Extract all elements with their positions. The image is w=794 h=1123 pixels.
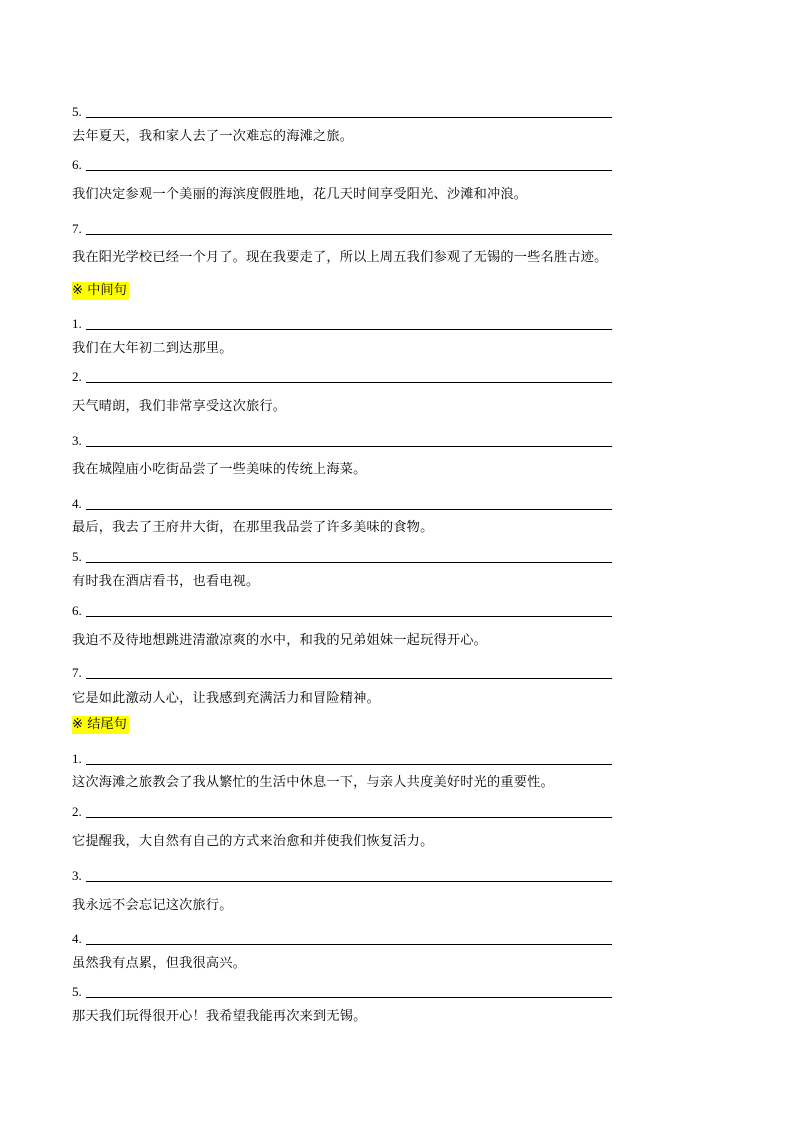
sentence: 有时我在酒店看书，也看电视。 xyxy=(72,574,260,589)
answer-line[interactable] xyxy=(86,382,612,383)
answer-line[interactable] xyxy=(86,997,612,998)
item-number: 4. xyxy=(72,931,82,946)
sentence: 我在城隍庙小吃街品尝了一些美味的传统上海菜。 xyxy=(72,462,367,477)
answer-row-1[interactable] xyxy=(72,312,612,332)
answer-line[interactable] xyxy=(86,678,612,679)
answer-row-4[interactable] xyxy=(72,927,612,947)
item-number: 2. xyxy=(72,369,82,384)
sentence: 我们在大年初二到达那里。 xyxy=(72,341,233,356)
answer-line[interactable] xyxy=(86,764,612,765)
sentence: 虽然我有点累，但我很高兴。 xyxy=(72,956,247,971)
answer-row-7[interactable] xyxy=(72,661,612,681)
answer-row-5[interactable] xyxy=(72,545,612,565)
sentence: 我们决定参观一个美丽的海滨度假胜地，花几天时间享受阳光、沙滩和冲浪。 xyxy=(72,187,528,202)
sentence: 我在阳光学校已经一个月了。现在我要走了，所以上周五我们参观了无锡的一些名胜古迹。 xyxy=(72,250,608,265)
sentence: 那天我们玩得很开心！我希望我能再次来到无锡。 xyxy=(72,1009,367,1024)
answer-line[interactable] xyxy=(86,446,612,447)
sentence: 去年夏天，我和家人去了一次难忘的海滩之旅。 xyxy=(72,129,354,144)
item-number: 6. xyxy=(72,603,82,618)
section-heading-ending: ※ 结尾句 xyxy=(72,717,127,732)
item-number: 3. xyxy=(72,868,82,883)
sentence: 我永远不会忘记这次旅行。 xyxy=(72,898,233,913)
item-number: 1. xyxy=(72,751,82,766)
item-number: 7. xyxy=(72,665,82,680)
answer-line[interactable] xyxy=(86,117,612,118)
answer-line[interactable] xyxy=(86,329,612,330)
answer-row-2[interactable] xyxy=(72,365,612,385)
item-number: 5. xyxy=(72,104,82,119)
answer-row-2[interactable] xyxy=(72,800,612,820)
answer-row-6[interactable] xyxy=(72,153,612,173)
sentence: 它是如此激动人心，让我感到充满活力和冒险精神。 xyxy=(72,691,380,706)
item-number: 5. xyxy=(72,549,82,564)
item-number: 3. xyxy=(72,433,82,448)
item-number: 5. xyxy=(72,984,82,999)
item-number: 2. xyxy=(72,804,82,819)
answer-line[interactable] xyxy=(86,234,612,235)
item-number: 1. xyxy=(72,316,82,331)
answer-row-3[interactable] xyxy=(72,429,612,449)
sentence: 最后，我去了王府井大街，在那里我品尝了许多美味的食物。 xyxy=(72,520,434,535)
sentence: 这次海滩之旅教会了我从繁忙的生活中休息一下，与亲人共度美好时光的重要性。 xyxy=(72,775,554,790)
sentence: 它提醒我，大自然有自己的方式来治愈和并使我们恢复活力。 xyxy=(72,834,434,849)
answer-row-3[interactable] xyxy=(72,864,612,884)
answer-line[interactable] xyxy=(86,616,612,617)
answer-row-5[interactable] xyxy=(72,100,612,120)
section-heading-middle: ※ 中间句 xyxy=(72,283,127,298)
answer-row-7[interactable] xyxy=(72,217,612,237)
answer-row-5[interactable] xyxy=(72,980,612,1000)
sentence: 天气晴朗，我们非常享受这次旅行。 xyxy=(72,399,287,414)
answer-line[interactable] xyxy=(86,562,612,563)
item-number: 4. xyxy=(72,496,82,511)
answer-line[interactable] xyxy=(86,944,612,945)
answer-line[interactable] xyxy=(86,509,612,510)
sentence: 我迫不及待地想跳进清澈凉爽的水中，和我的兄弟姐妹一起玩得开心。 xyxy=(72,633,488,648)
item-number: 7. xyxy=(72,221,82,236)
answer-line[interactable] xyxy=(86,817,612,818)
item-number: 6. xyxy=(72,157,82,172)
answer-line[interactable] xyxy=(86,881,612,882)
answer-row-6[interactable] xyxy=(72,599,612,619)
answer-row-1[interactable] xyxy=(72,747,612,767)
answer-line[interactable] xyxy=(86,170,612,171)
answer-row-4[interactable] xyxy=(72,492,612,512)
